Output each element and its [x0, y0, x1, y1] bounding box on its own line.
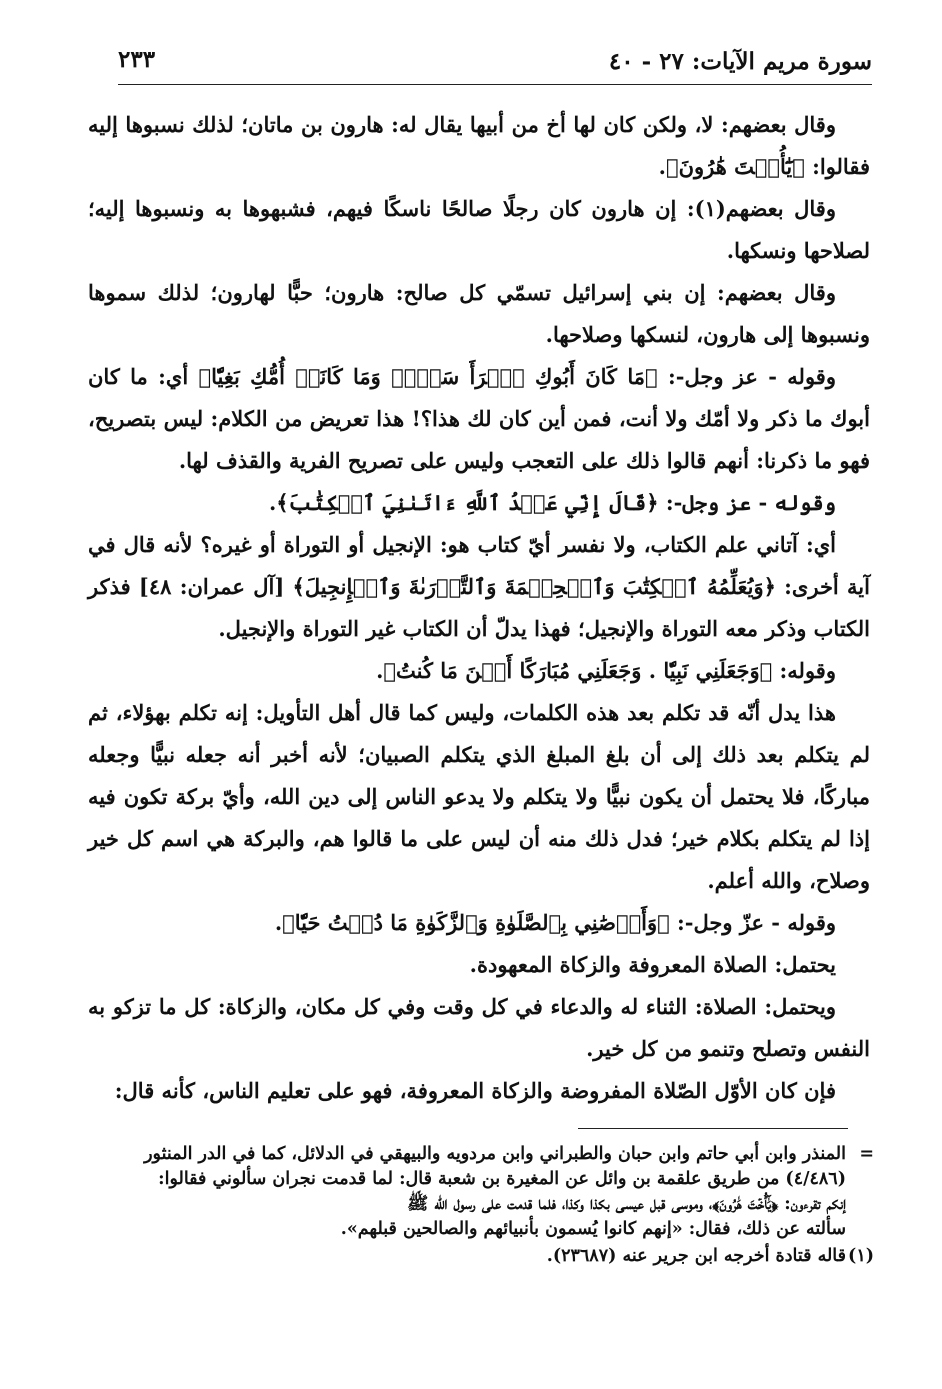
footnote-divider [578, 1128, 848, 1129]
footnote-line: (٤/٤٨٦) من طريق علقمة بن وائل عن المغيرة بن شعبة قال: لما قدمت نجران سألوني فقالوا: [158, 1169, 846, 1189]
footnote-continuation [92, 1142, 874, 1242]
paragraph: ويحتمل: الصلاة: الثناء له والدعاء في كل وقت وفي كل مكان، والزكاة: كل ما تزكو به النفس وتصلح وتنمو من كل خير. [88, 994, 870, 1061]
page-number: ٢٣٣ [118, 46, 156, 73]
header-title: سورة مريم الآيات: ٢٧ - ٤٠ [608, 48, 872, 75]
paragraph: فإن كان الأوّل الصّلاة المفروضة والزكاة المعروفة، فهو على تعليم الناس، كأنه قال: [114, 1078, 836, 1103]
running-header [118, 44, 872, 85]
paragraph: وقوله - عز وجل-: ﴿قَالَ إِنِّي عَبۡدُ ٱللَّهِ ءَاتَىٰنِيَ ٱلۡكِتَٰبَ﴾. [268, 490, 836, 515]
paragraph: يحتمل: الصلاة المعروفة والزكاة المعهودة. [469, 952, 836, 977]
paragraph: هذا يدل أنّه قد تكلم بعد هذه الكلمات، وليس كما قال أهل التأويل: إنه تكلم بهؤلاء، ثم لم يتكلم بعد ذلك إلى أن بلغ المبلغ الذي يتكلم الصبيان؛ لأنه أخبر أنه جعله نبيًّا وجعله مباركًا، فلا يحتمل أن يكون نبيًّا ولا يتكلم ولا يدعو الناس إلى دين الله، وأيّ بركة تكون فيه إذا لم يتكلم بكلام خير؛ فدل ذلك منه أن ليس على ما قالوا هم، والبركة هي اسم كل خير وصلاح، والله أعلم. [88, 700, 870, 893]
footnote-line: سألته عن ذلك، فقال: «إنهم كانوا يُسمون بأنبيائهم والصالحين قبلهم». [340, 1219, 846, 1239]
paragraph: وقال بعضهم(١): إن هارون كان رجلًا صالحًا ناسكًا فيهم، فشبهوها به ونسبوها إليه؛ لصلاحها ونسكها. [88, 196, 870, 263]
main-text [88, 104, 870, 1112]
footnote-1 [92, 1244, 874, 1269]
paragraph: وقال بعضهم: إن بني إسرائيل تسمّي كل صالح: هارون؛ حبًّا لهارون؛ لذلك سموها ونسبوها إلى هارون، لنسكها وصلاحها. [88, 280, 870, 347]
footnote-line: إنكم تقرءون: ﴿يَٰٓأُخۡتَ هَٰرُونَ﴾، وموسى قبل عيسى بكذا وكذا، فلما قدمت على رسول الله ﷺ [407, 1194, 846, 1214]
footnote-number: (١) [848, 1246, 874, 1266]
continuation-mark: = [859, 1144, 874, 1164]
paragraph: وقوله - عزّ وجل-: ﴿وَأَوۡصَٰنِي بِٱلصَّلَوٰةِ وَٱلزَّكَوٰةِ مَا دُمۡتُ حَيّٗا﴾. [274, 910, 836, 935]
paragraph: أي: آتاني علم الكتاب، ولا نفسر أيّ كتاب هو: الإنجيل أو التوراة أو غيره؟ لأنه قال في آية أخرى: ﴿وَيُعَلِّمُهُ ٱلۡكِتَٰبَ وَٱلۡحِكۡمَةَ وَٱلتَّوۡرَىٰةَ وَٱلۡإِنجِيلَ﴾ [آل عمران: ٤٨] فذكر الكتاب وذكر معه التوراة والإنجيل؛ فهذا يدلّ أن الكتاب غير التوراة والإنجيل. [88, 532, 870, 641]
paragraph: وقوله - عز وجل-: ﴿مَا كَانَ أَبُوكِ ٱمۡرَأَ سَوۡءٖ وَمَا كَانَتۡ أُمُّكِ بَغِيّٗا﴾ أي: ما كان أبوك ما ذكر ولا أمّك ولا أنت، فمن أين كان لك هذا؟! هذا تعريض من الكلام: ليس بتصريح، فهو ما ذكرنا: أنهم قالوا ذلك على التعجب وليس على تصريح الفرية والقذف لها. [88, 364, 870, 473]
footnote-text: قاله قتادة أخرجه ابن جرير عنه (٢٣٦٨٧). [546, 1246, 846, 1266]
paragraph: وقوله: ﴿وَجَعَلَنِي نَبِيّٗا . وَجَعَلَنِي مُبَارَكًا أَيۡنَ مَا كُنتُ﴾. [376, 658, 836, 683]
footnotes [92, 1142, 874, 1269]
footnote-line: المنذر وابن أبي حاتم وابن حبان والطبراني وابن مردويه والبيهقي في الدلائل، كما في الدر المنثور [144, 1144, 846, 1164]
paragraph: وقال بعضهم: لا، ولكن كان لها أخ من أبيها يقال له: هارون بن ماتان؛ لذلك نسبوها إليه فقالوا: ﴿يَٰٓأُخۡتَ هَٰرُونَ﴾. [88, 112, 870, 179]
